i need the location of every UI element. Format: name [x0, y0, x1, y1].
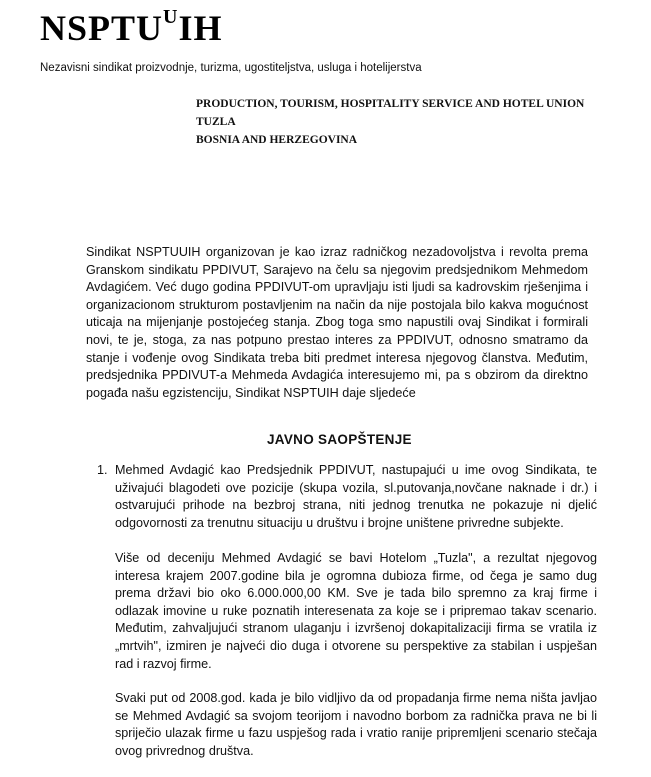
item-paragraph-2: Više od deceniju Mehmed Avdagić se bavi Hotelom „Tuzla", a rezultat njegovog interesa krajem 2007.godine bila je ogromna dubioza firme, od čega je samo dug prema državi bio oko 6.000.000,00 KM. Sve je tada bilo spremno za kraj firme i odlazak imovine u ruke poznatih interesenata za koje se i pripremao takav scenario. Međutim, zahvaljujući stranom ulaganju i izvršenoj dokapitalizaciji firma se vratila iz „mrtvih", izmiren je najveći dio duga i otvorene su perspektive za stabilan i uspješan rad i razvoj firme. — [115, 551, 597, 671]
logo-main-text: NSPTU — [40, 8, 164, 48]
union-full-name: Nezavisni sindikat proizvodnje, turizma, ugostiteljstva, usluga i hotelijerstva — [40, 62, 422, 74]
english-name-line: PRODUCTION, TOURISM, HOSPITALITY SERVICE AND HOTEL UNION — [196, 98, 585, 110]
logo-end-text: IH — [178, 8, 223, 48]
logo-superscript: U — [163, 6, 179, 28]
item-paragraph-1: Mehmed Avdagić kao Predsjednik PPDIVUT, nastupajući u ime ovog Sindikata, te uživajući blagodeti ove pozicije (skupa vozila, sl.putovanja,novčane naknade i dr.) i ostvarujući prihode na bezbroj strana, niti jednog trenutka ne pokazuje ni djelić odgovornosti za trenutnu situaciju u društvu i brojne uništene privredne subjekte. — [115, 463, 597, 530]
union-logo — [40, 6, 223, 48]
list-item-number: 1. — [97, 463, 108, 477]
intro-paragraph: Sindikat NSPTUUIH organizovan je kao izraz radničkog nezadovoljstva i revolta prema Granskom sindikatu PPDIVUT, Sarajevo na čelu sa njegovim predsjednikom Mehmedom Avdagićem. Već dugo godina PPDIVUT-om upravljaju isti ljudi sa kadrovskim rješenjima i organizacionom strukturom postavljenim na način da nije postojala bilo kakva mogućnost uticaja na mijenjanje postojećeg stanja. Zbog toga smo napustili ovaj Sindikat i formirali novi, te je, stoga, za nas potpuno prestao interes za PPDIVUT, odnosno smatramo da stanje i vođenje ovog Sindikata treba biti predmet interesa njegovog članstva. Međutim, predsjednika PPDIVUT-a Mehmeda Avdagića interesujemo mi, pa s obzirom da direktno pogađa našu egzistenciju, Sindikat NSPTUIH daje sljedeće — [86, 245, 588, 400]
country-line: BOSNIA AND HERZEGOVINA — [196, 134, 358, 146]
item-paragraph-3: Svaki put od 2008.god. kada je bilo vidljivo da od propadanja firme nema ništa javljao se Mehmed Avdagić sa svojom teorijom i navodno borbom za radnička prava ne bi li spriječio ulazak firme u fazu uspješog rada i vratio ranije pripremljeni scenario stečaja ovog privrednog društva. — [115, 691, 597, 758]
statement-heading: JAVNO SAOPŠTENJE — [267, 432, 412, 447]
english-name-block — [196, 95, 584, 149]
city-line: TUZLA — [196, 116, 236, 128]
